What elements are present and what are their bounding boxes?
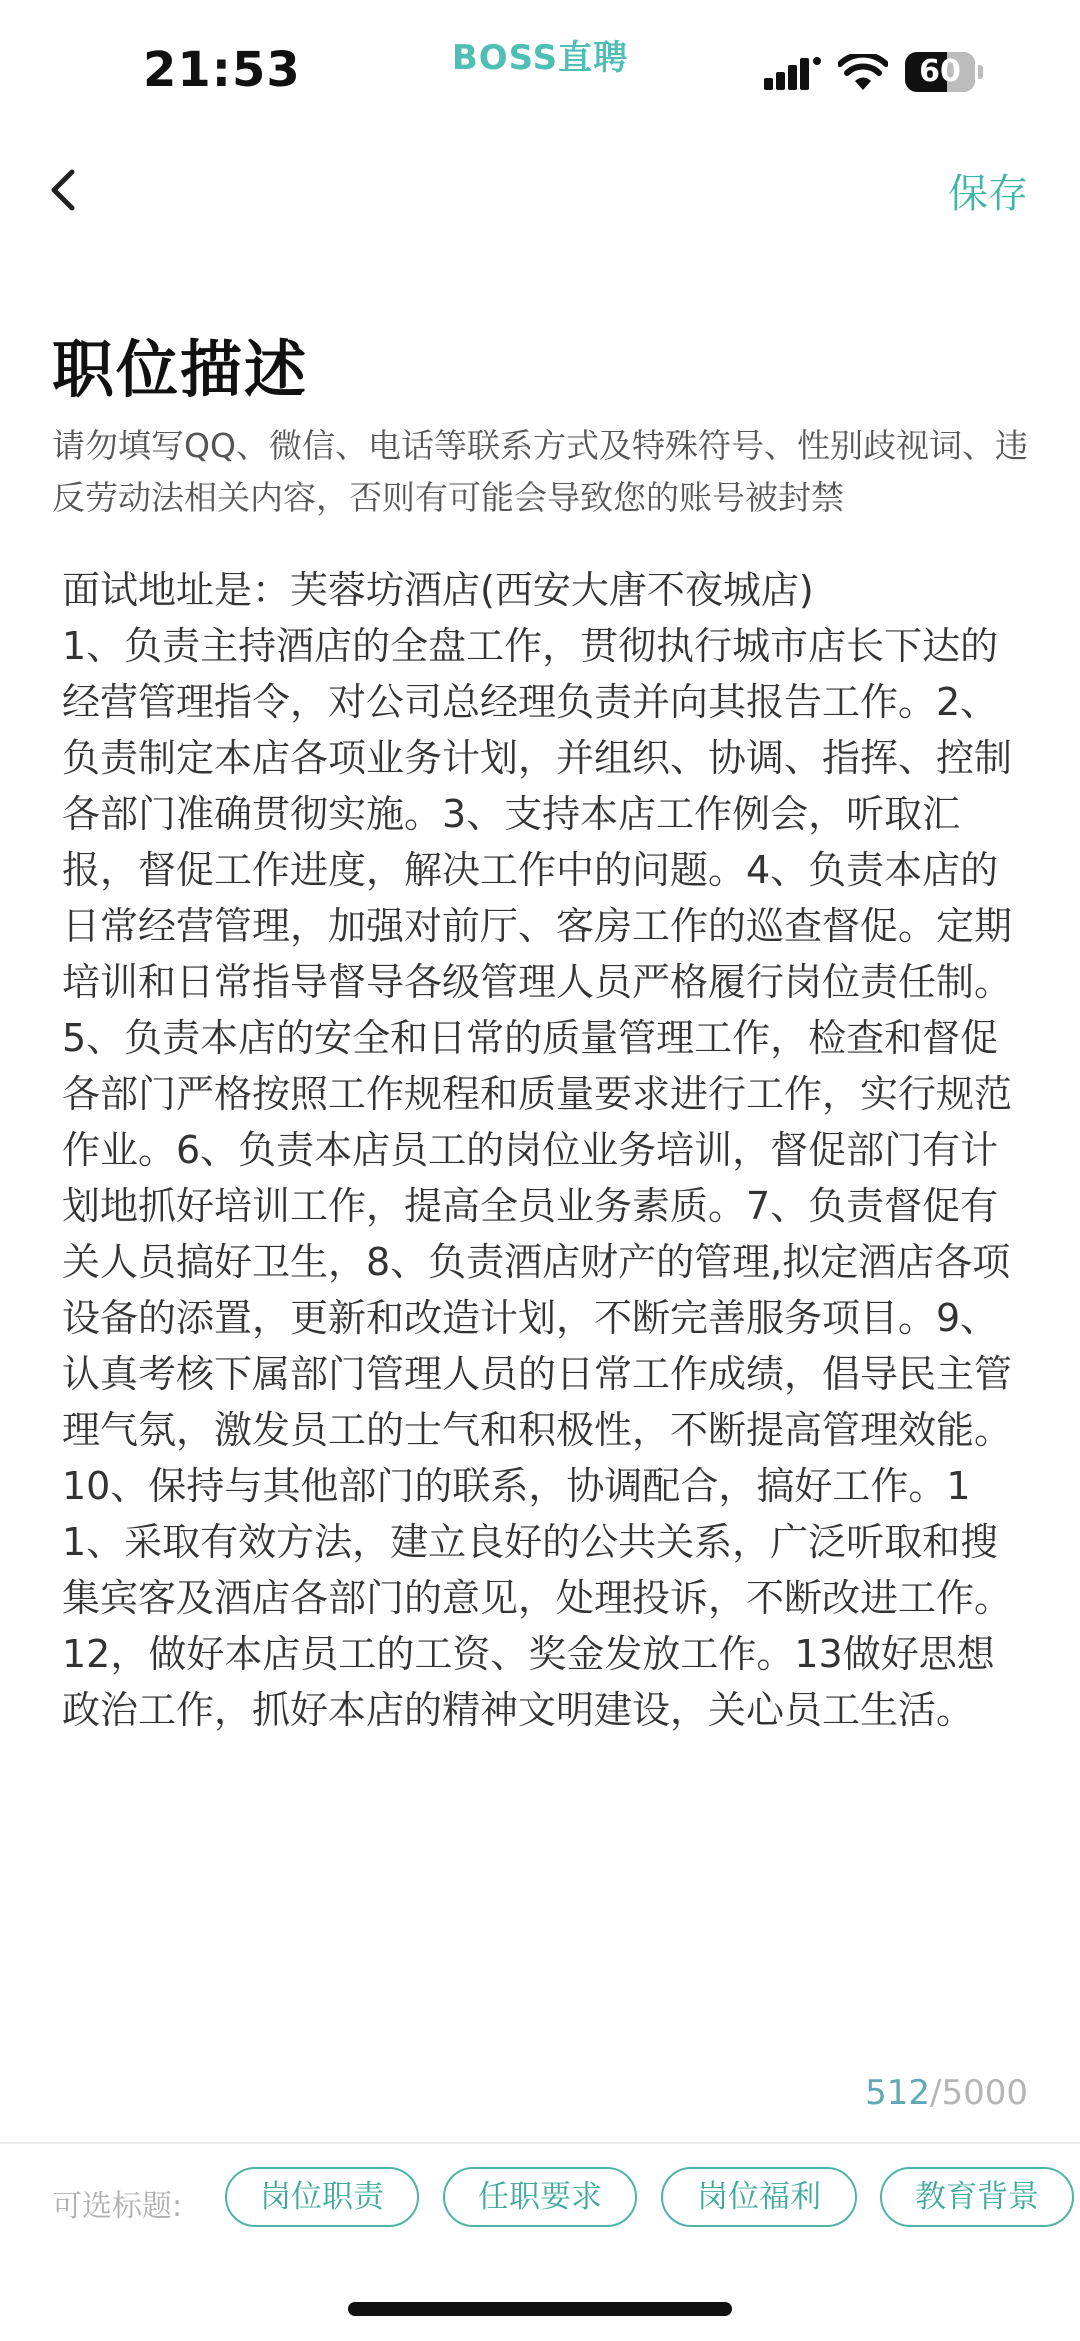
home-indicator[interactable] bbox=[348, 2302, 732, 2316]
char-count-max: /5000 bbox=[930, 2073, 1028, 2113]
status-bar bbox=[0, 0, 1080, 130]
app-name-label: BOSS直聘 bbox=[451, 38, 629, 78]
status-time: 21:53 bbox=[143, 42, 301, 98]
battery-nub bbox=[978, 65, 983, 79]
battery-percentage: 60 bbox=[919, 54, 961, 89]
chip-job-requirements[interactable]: 任职要求 bbox=[443, 2167, 637, 2227]
cellular-signal-icon bbox=[764, 56, 822, 90]
char-count-current: 512 bbox=[865, 2073, 931, 2113]
page-title: 职位描述 bbox=[52, 333, 309, 406]
battery-icon bbox=[905, 52, 985, 92]
description-textarea[interactable]: 面试地址是：芙蓉坊酒店(西安大唐不夜城店) 1、负责主持酒店的全盘工作，贯彻执行城市店长下达的经营管理指令，对公司总经理负责并向其报告工作。2、负责制定本店各项业务计划，并组织、协调、指挥、控制各部门准确贯彻实施。3、支持本店工作例会，听取汇报，督促工作进度，解决工作中的问题。4、负责本店的日常经营管理，加强对前厅、客房工作的巡查督促。定期培训和日常指导督导各级管理人员严格履行岗位责任制。5、负责本店的安全和日常的质量管理工作，检查和督促各部门严格按照工作规程和质量要求进行工作，实行规范作业。6、负责本店员工的岗位业务培训，督促部门有计划地抓好培训工作，提高全员业务素质。7、负责督促有关人员搞好卫生，8、负责酒店财产的管理,拟定酒店各项设备的添置，更新和改造计划，不断完善服务项目。9、认真考核下属部门管理人员的日常工作成绩，倡导民主管理气氛，激发员工的士气和积极性，不断提高管理效能。10、保持与其他部门的联系，协调配合，搞好工作。11、采取有效方法，建立良好的公共关系，广泛听取和搜集宾客及酒店各部门的意见，处理投诉，不断改进工作。12，做好本店员工的工资、奖金发放工作。13做好思想政治工作，抓好本店的精神文明建设，关心员工生活。 bbox=[62, 568, 1013, 1732]
suggested-titles-bar bbox=[0, 2143, 1080, 2253]
chip-job-benefits[interactable]: 岗位福利 bbox=[661, 2167, 857, 2227]
char-counter bbox=[865, 2073, 1028, 2113]
battery-body bbox=[905, 52, 975, 92]
chip-job-responsibilities[interactable]: 岗位职责 bbox=[225, 2167, 419, 2227]
chevron-left-icon[interactable] bbox=[40, 160, 90, 220]
save-button[interactable]: 保存 bbox=[948, 171, 1028, 217]
wifi-icon bbox=[838, 54, 888, 92]
suggested-titles-label: 可选标题: bbox=[52, 2189, 183, 2224]
hint-text: 请勿填写QQ、微信、电话等联系方式及特殊符号、性别歧视词、违反劳动法相关内容，否则有可能会导致您的账号被封禁 bbox=[52, 426, 1028, 517]
chip-education[interactable]: 教育背景 bbox=[880, 2167, 1074, 2227]
